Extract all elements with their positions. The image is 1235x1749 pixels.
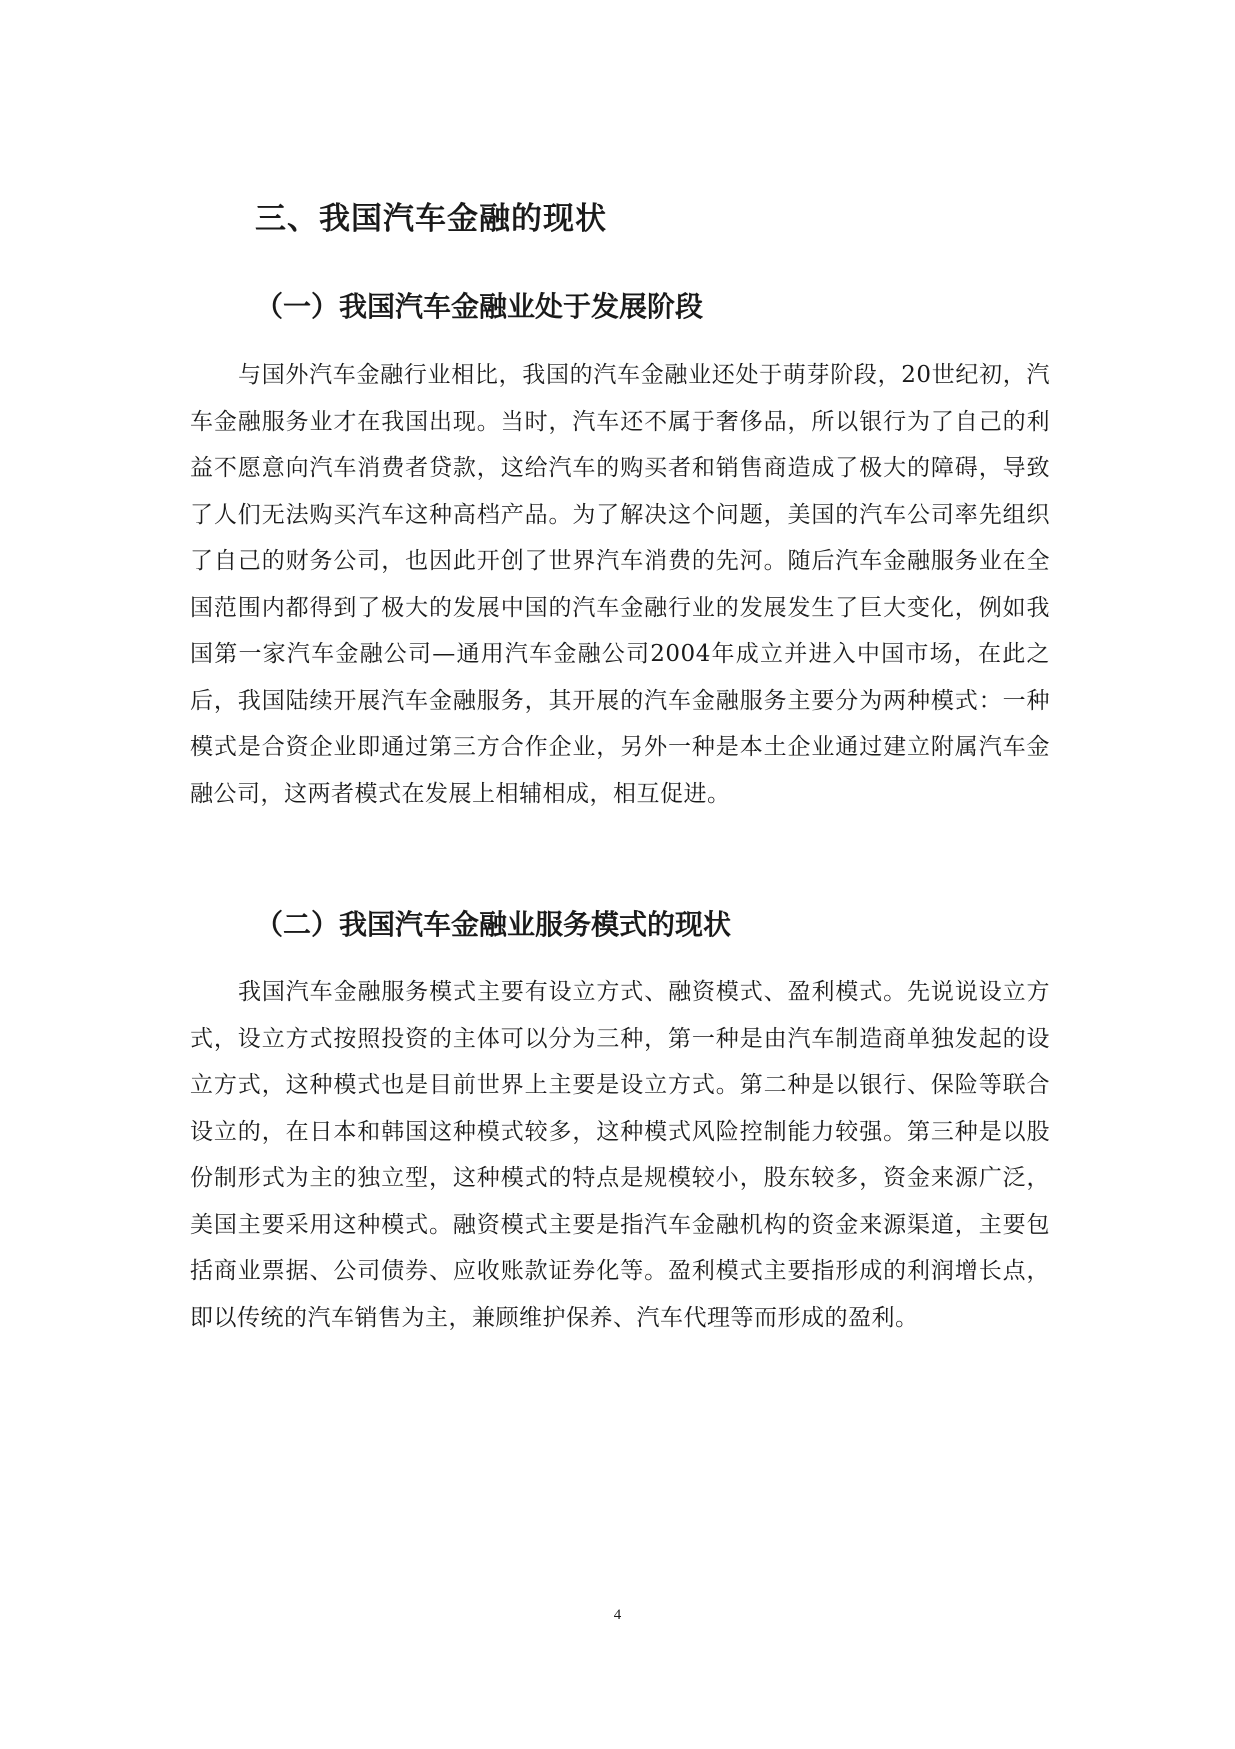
body-paragraph-1: 与国外汽车金融行业相比，我国的汽车金融业还处于萌芽阶段，20世纪初，汽车金融服务业才在我国出现。当时，汽车还不属于奢侈品，所以银行为了自己的利益不愿意向汽车消费者贷款，这给汽车的购买者和销售商造成了极大的障碍，导致了人们无法购买汽车这种高档产品。为了解决这个问题，美国的汽车公司率先组织了自己的财务公司，也因此开创了世界汽车消费的先河。随后汽车金融服务业在全国范围内都得到了极大的发展中国的汽车金融行业的发展发生了巨大变化，例如我国第一家汽车金融公司—通用汽车金融公司2004年成立并进入中国市场，在此之后，我国陆续开展汽车金融服务，其开展的汽车金融服务主要分为两种模式：一种模式是合资企业即通过第三方合作企业，另外一种是本土企业通过建立附属汽车金融公司，这两者模式在发展上相辅相成，相互促进。 — [190, 362, 1050, 807]
page-number: 4 — [613, 1607, 622, 1623]
body-paragraph-2: 我国汽车金融服务模式主要有设立方式、融资模式、盈利模式。先说说设立方式，设立方式按照投资的主体可以分为三种，第一种是由汽车制造商单独发起的设立方式，这种模式也是目前世界上主要是设立方式。第二种是以银行、保险等联合设立的，在日本和韩国这种模式较多，这种模式风险控制能力较强。第三种是以股份制形式为主的独立型，这种模式的特点是规模较小，股东较多，资金来源广泛，美国主要采用这种模式。融资模式主要是指汽车金融机构的资金来源渠道，主要包括商业票据、公司债券、应收账款证券化等。盈利模式主要指形成的利润增长点，即以传统的汽车销售为主，兼顾维护保养、汽车代理等而形成的盈利。 — [190, 979, 1050, 1331]
subsection-heading-1: （一）我国汽车金融业处于发展阶段 — [255, 290, 704, 323]
section-heading: 三、我国汽车金融的现状 — [255, 201, 607, 237]
subsection-heading-2: （二）我国汽车金融业服务模式的现状 — [255, 908, 732, 941]
